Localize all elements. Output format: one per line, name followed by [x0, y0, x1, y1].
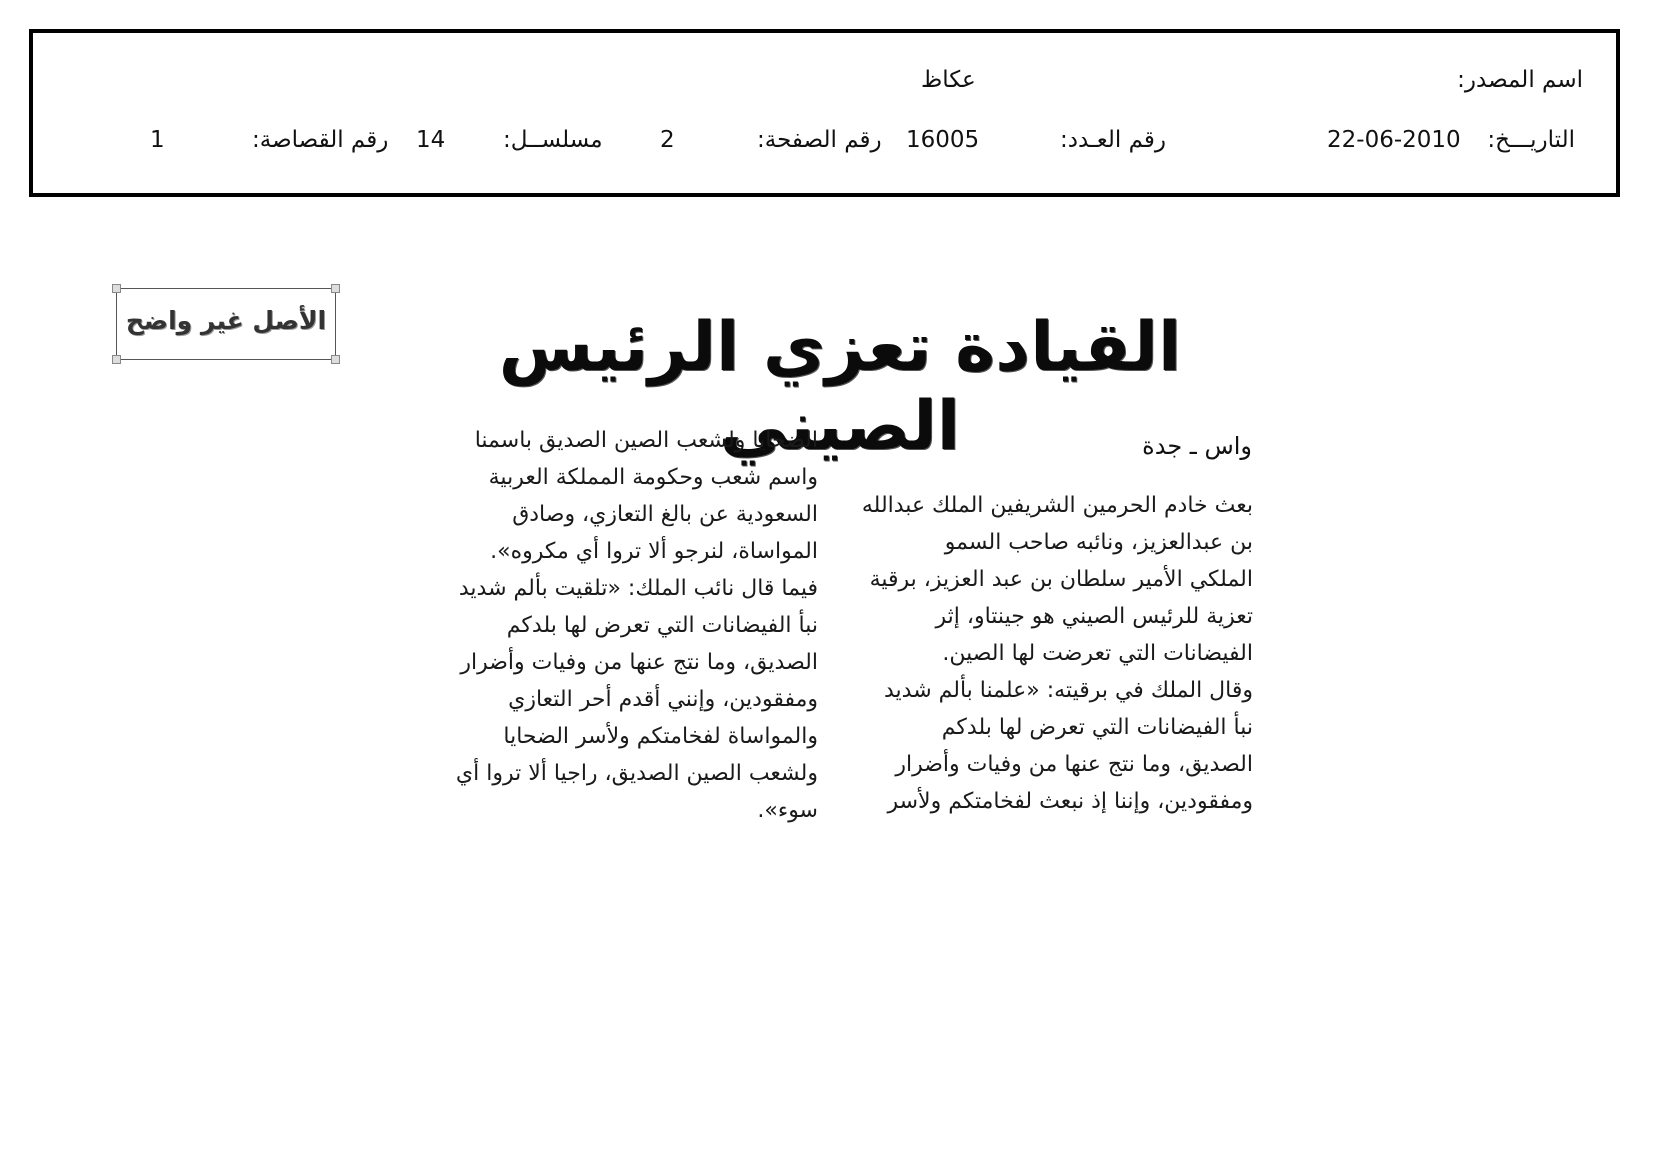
article-byline: واس ـ جدة — [1142, 432, 1252, 460]
article-line: فيما قال نائب الملك: «تلقيت بألم شديد — [458, 576, 818, 601]
issue-value: 16005 — [906, 127, 980, 153]
article-line: السعودية عن بالغ التعازي، وصادق — [512, 502, 818, 527]
article-line: ومفقودين، وإننا إذ نبعث لفخامتكم ولأسر — [887, 789, 1253, 814]
serial-value: 14 — [416, 127, 446, 153]
article-line: وقال الملك في برقيته: «علمنا بألم شديد — [883, 678, 1253, 703]
article-line: ومفقودين، وإنني أقدم أحر التعازي — [508, 687, 818, 712]
article-column-right — [848, 487, 1253, 820]
metadata-box — [29, 29, 1620, 197]
article-line: سوء». — [757, 798, 818, 823]
article-column-left — [408, 422, 818, 829]
serial-label: مسلســل: — [503, 127, 603, 153]
page-value: 2 — [660, 127, 675, 153]
note-corner-handle — [331, 355, 340, 364]
article-line: تعزية للرئيس الصيني هو جينتاو، إثر — [935, 604, 1253, 629]
note-corner-handle — [112, 284, 121, 293]
clipping-label: رقم القصاصة: — [252, 127, 389, 153]
article-line: بعث خادم الحرمين الشريفين الملك عبدالله — [861, 493, 1253, 518]
article-line: الملكي الأمير سلطان بن عبد العزيز، برقية — [869, 567, 1253, 592]
note-corner-handle — [112, 355, 121, 364]
article-line: الفيضانات التي تعرضت لها الصين. — [942, 641, 1253, 666]
article-line: نبأ الفيضانات التي تعرض لها بلدكم — [506, 613, 818, 638]
article-line: بن عبدالعزيز، ونائبه صاحب السمو — [944, 530, 1253, 555]
date-value: 22-06-2010 — [1327, 127, 1461, 153]
note-corner-handle — [331, 284, 340, 293]
article-line: الصديق، وما نتج عنها من وفيات وأضرار — [895, 752, 1253, 777]
clipping-value: 1 — [150, 127, 165, 153]
unclear-original-note — [116, 288, 336, 360]
article-line: المواساة، لنرجو ألا تروا أي مكروه». — [490, 539, 818, 564]
issue-label: رقم العـدد: — [1060, 127, 1167, 153]
article-line: واسم شعب وحكومة المملكة العربية — [488, 465, 818, 490]
source-label: اسم المصدر: — [1457, 67, 1583, 93]
article-line: ولشعب الصين الصديق، راجيا ألا تروا أي — [455, 761, 818, 786]
note-text: الأصل غير واضح — [125, 306, 327, 335]
source-value: عكاظ — [921, 67, 976, 93]
article-line: الضحايا ولشعب الصين الصديق باسمنا — [474, 428, 818, 453]
page-label: رقم الصفحة: — [757, 127, 882, 153]
article-line: نبأ الفيضانات التي تعرض لها بلدكم — [941, 715, 1253, 740]
date-label: التاريـــخ: — [1487, 127, 1575, 153]
article-line: الصديق، وما نتج عنها من وفيات وأضرار — [460, 650, 818, 675]
article-headline: القيادة تعزي الرئيس الصيني — [498, 308, 1182, 466]
article-line: والمواساة لفخامتكم ولأسر الضحايا — [503, 724, 818, 749]
